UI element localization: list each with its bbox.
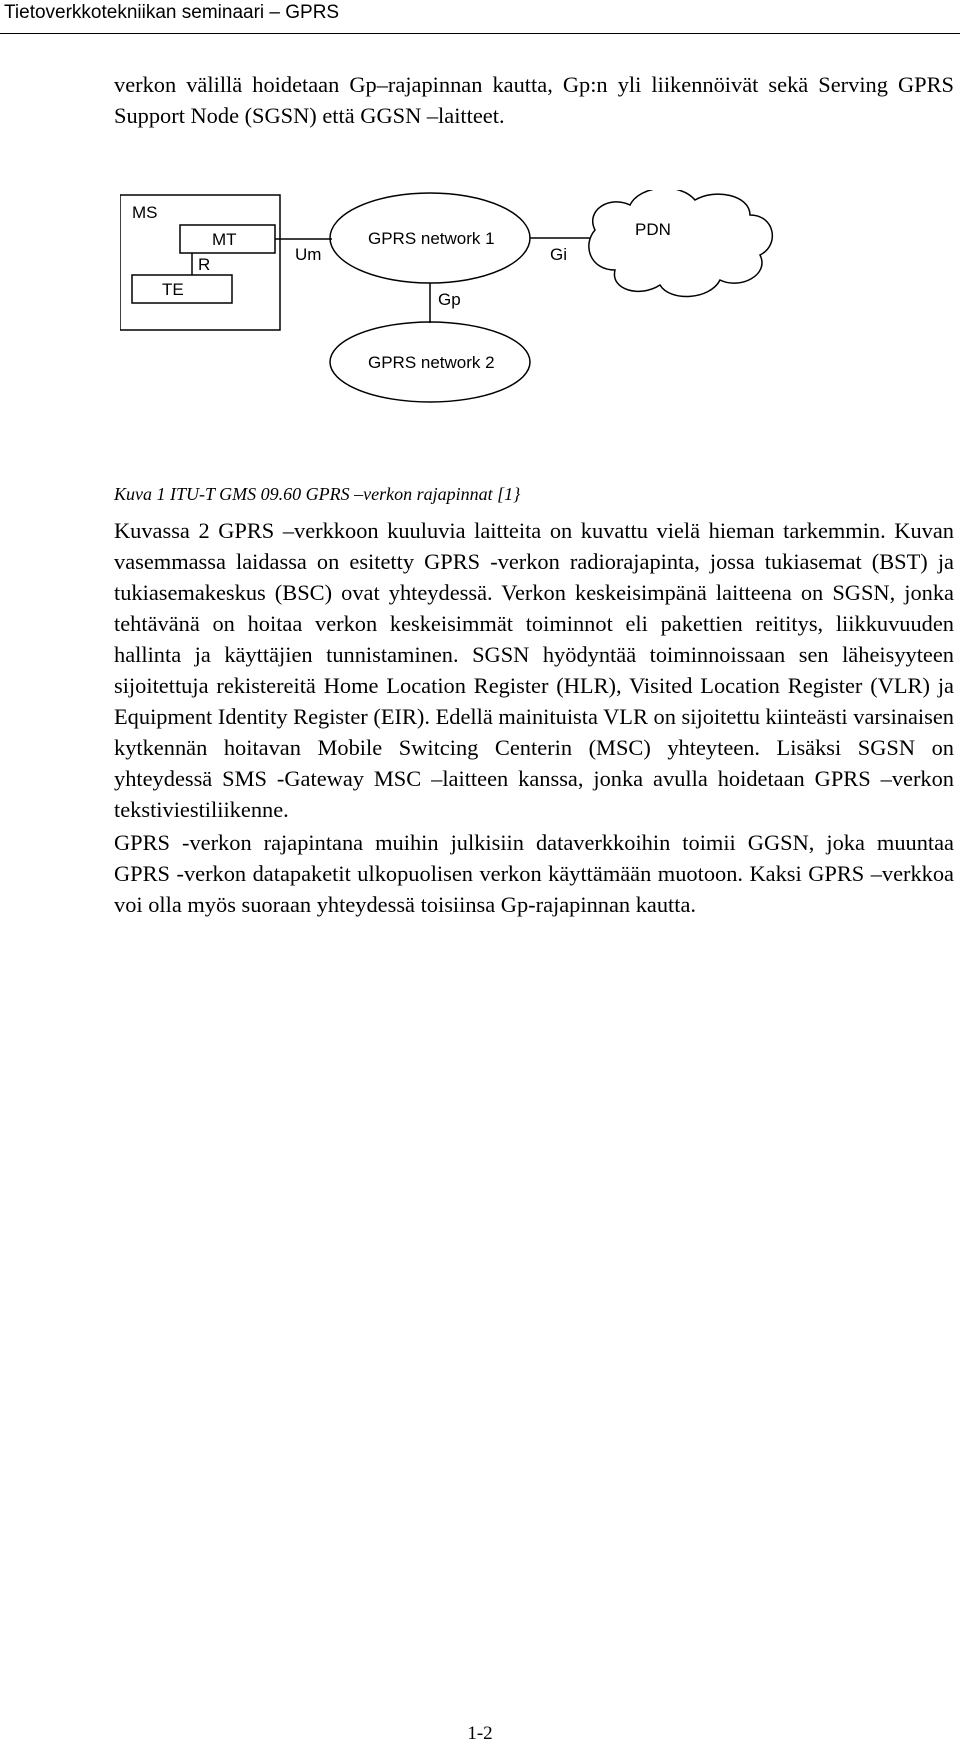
gi-label: Gi	[550, 245, 567, 264]
page-header	[0, 0, 960, 40]
gprs-interfaces-diagram	[120, 190, 880, 480]
gp-label: Gp	[438, 290, 461, 309]
header-title: Tietoverkkotekniikan seminaari – GPRS	[4, 2, 340, 23]
r-label: R	[198, 255, 211, 274]
gprs-network-1-label: GPRS network 1	[368, 229, 495, 248]
page-number: 1-2	[467, 1723, 493, 1744]
te-label: TE	[162, 280, 184, 299]
body-paragraph-2: GPRS -verkon rajapintana muihin julkisiin dataverkkoihin toimii GGSN, joka muuntaa GPRS -verkon datapaketit ulkopuolisen verkon käyttämään muotoon. Kaksi GPRS –verkkoa voi olla myös suoraan yhteydessä toisiinsa Gp-rajapinnan kautta.	[114, 830, 954, 917]
intro-paragraph: verkon välillä hoidetaan Gp–rajapinnan kautta, Gp:n yli liikennöivät sekä Serving GPRS Support Node (SGSN) että GGSN –laitteet.	[114, 72, 954, 128]
gprs-network-2-label: GPRS network 2	[368, 353, 495, 372]
ms-label: MS	[132, 203, 158, 222]
mt-label: MT	[212, 230, 237, 249]
um-label: Um	[295, 245, 322, 264]
pdn-label: PDN	[635, 220, 671, 239]
body-paragraph-1: Kuvassa 2 GPRS –verkkoon kuuluvia laitteita on kuvattu vielä hieman tarkemmin. Kuvan vasemmassa laidassa on esitetty GPRS -verkon radiorajapinta, jossa tukiasemat (BST) ja tukiasemakeskus (BSC) ovat yhteydessä. Verkon keskeisimpänä laitteena on SGSN, jonka tehtävänä on hoitaa verkon keskeisimmät toiminnot eli pakettien reititys, liikkuvuuden hallinta ja käyttäjien tunnistaminen. SGSN hyödyntää toiminnoissaan sen läheisyyteen sijoitettuja rekistereitä Home Location Register (HLR), Visited Location Register (VLR) ja Equipment Identity Register (EIR). Edellä mainituista VLR on sijoitettu kiinteästi varsinaisen kytkennän hoitavan Mobile Switcing Centerin (MSC) yhteyteen. Lisäksi SGSN on yhteydessä SMS -Gateway MSC –laitteen kanssa, jonka avulla hoidetaan GPRS –verkon tekstiviestiliikenne.	[114, 518, 954, 822]
figure-caption: Kuva 1 ITU-T GMS 09.60 GPRS –verkon rajapinnat [1}	[114, 484, 521, 504]
pdn-cloud	[589, 190, 773, 296]
header-divider	[0, 33, 960, 34]
